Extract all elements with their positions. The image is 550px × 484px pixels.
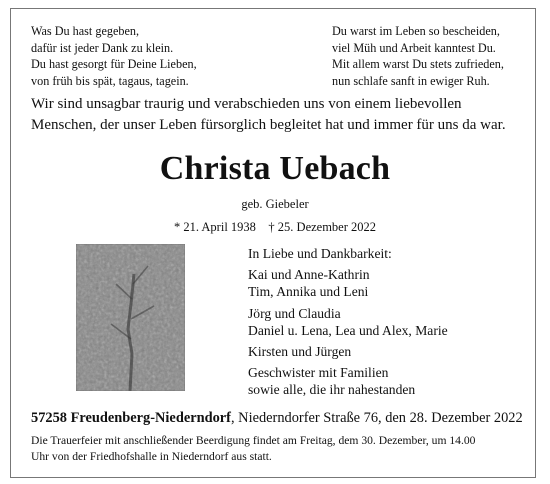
poem-line: Du hast gesorgt für Deine Lieben, bbox=[31, 57, 197, 72]
maiden-name: geb. Giebeler bbox=[241, 197, 309, 211]
notice-line: Uhr von der Friedhofshalle in Niederndorf aus statt. bbox=[31, 450, 272, 463]
address-line bbox=[31, 410, 523, 427]
mourner-line: Kai und Anne-Kathrin bbox=[248, 267, 370, 283]
poem-right bbox=[332, 23, 504, 89]
poem-line: dafür ist jeder Dank zu klein. bbox=[31, 40, 174, 55]
poem-line: Du warst im Leben so bescheiden, bbox=[332, 24, 500, 38]
mourner-line: Kirsten und Jürgen bbox=[248, 344, 352, 360]
mourner-line: sowie alle, die ihr nahestanden bbox=[248, 382, 416, 398]
mourner-line: Jörg und Claudia bbox=[248, 305, 341, 321]
intro-line: Menschen, der unser Leben fürsorglich begleitet hat und immer für uns da war. bbox=[31, 116, 506, 133]
intro-text bbox=[31, 94, 521, 135]
poem-line: nun schlafe sanft in ewiger Ruh. bbox=[332, 73, 490, 88]
tree-photo-icon bbox=[76, 244, 185, 391]
address-rest: , Niederndorfer Straße 76, den 28. Dezember 2022 bbox=[230, 410, 523, 426]
deceased-name: Christa Uebach bbox=[159, 150, 391, 187]
poem-left bbox=[31, 23, 197, 89]
poem-line: Mit allem warst Du stets zufrieden, bbox=[332, 57, 504, 72]
mourner-group bbox=[248, 343, 448, 360]
mourners-heading: In Liebe und Dankbarkeit: bbox=[248, 246, 392, 261]
intro-line: Wir sind unsagbar traurig und verabschieden uns von einem liebevollen bbox=[31, 96, 462, 112]
mourners-list bbox=[248, 245, 448, 403]
mourner-group bbox=[248, 364, 448, 398]
poem-line: von früh bis spät, tagaus, tagein. bbox=[31, 73, 189, 88]
notice-line: Die Trauerfeier mit anschließender Beerdigung findet am Freitag, dem 30. Dezember, um 14.00 bbox=[31, 434, 476, 447]
poem-line: Was Du hast gegeben, bbox=[31, 24, 139, 38]
life-dates: * 21. April 1938 † 25. Dezember 2022 bbox=[173, 220, 377, 234]
mourner-line: Tim, Annika und Leni bbox=[248, 284, 369, 300]
mourner-line: Daniel u. Lena, Lea und Alex, Marie bbox=[248, 322, 448, 338]
mourner-line: Geschwister mit Familien bbox=[248, 365, 389, 381]
mourner-group bbox=[248, 305, 448, 339]
address-place: 57258 Freudenberg-Niederndorf bbox=[31, 410, 231, 426]
poem-line: viel Müh und Arbeit kanntest Du. bbox=[332, 40, 496, 55]
funeral-notice bbox=[31, 433, 511, 465]
tree-photo bbox=[76, 244, 185, 391]
mourner-group bbox=[248, 266, 448, 300]
